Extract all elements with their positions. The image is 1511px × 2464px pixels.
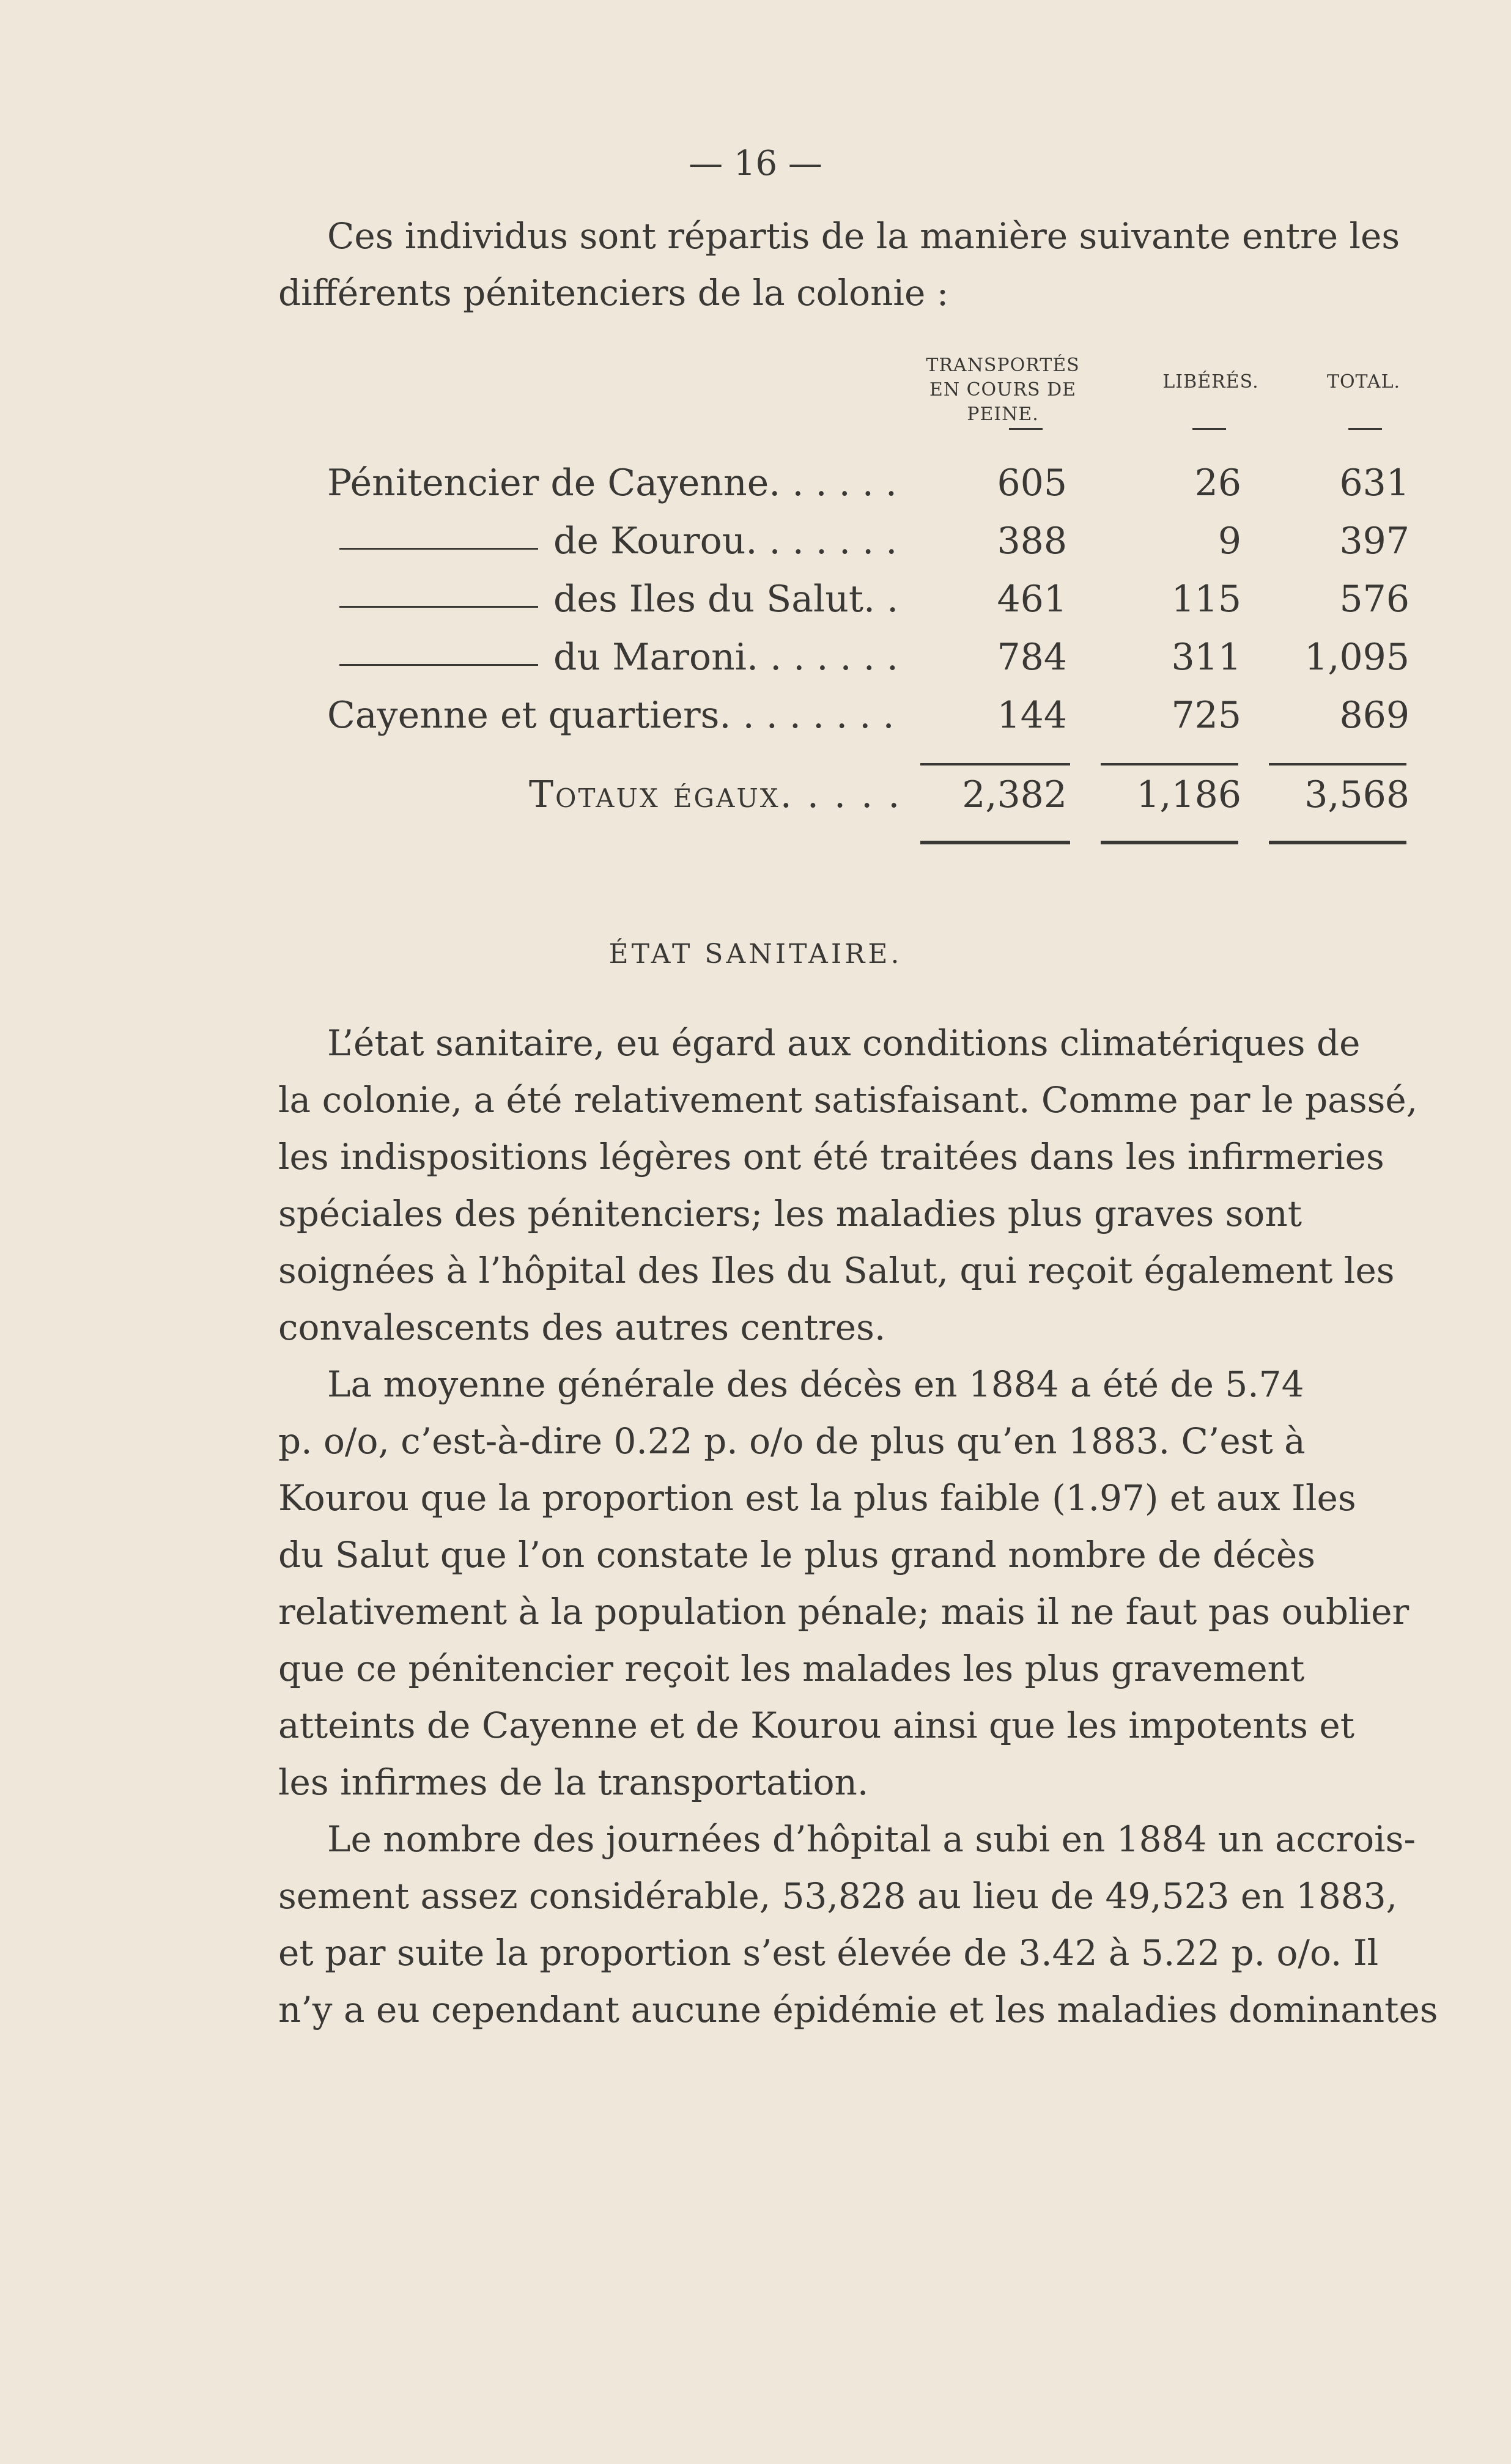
text-line: soignées à l’hôpital des Iles du Salut, qui reçoit également les — [278, 1250, 1395, 1291]
sum-line — [1269, 763, 1406, 765]
paragraph — [278, 1811, 1440, 2038]
row-sublabel: des Iles du Salut. . — [553, 578, 899, 621]
text-line: relativement à la population pénale; mais il ne faut pas oublier — [278, 1591, 1409, 1632]
text-line: p. o/o, c’est-à-dire 0.22 p. o/o de plus qu’en 1883. C’est à — [278, 1420, 1306, 1462]
text-line: Le nombre des journées d’hôpital a subi en 1884 un accrois- — [327, 1818, 1416, 1860]
totals-label: Totaux égaux. . . . . — [529, 773, 902, 816]
text-line: du Salut que l’on constate le plus grand nombre de décès — [278, 1534, 1315, 1576]
column-header-line: EN COURS DE PEINE. — [929, 379, 1077, 425]
column-header-line: TRANSPORTÉS — [926, 355, 1080, 376]
cell-total: 1,095 — [1304, 636, 1409, 679]
text-line: spéciales des pénitenciers; les maladies plus graves sont — [278, 1193, 1302, 1234]
text-line: atteints de Cayenne et de Kourou ainsi que les impotents et — [278, 1705, 1355, 1746]
cell-liberes: 9 — [1217, 520, 1241, 563]
row-sublabel: de Kourou. . . . . . . — [553, 520, 898, 563]
text-line: Kourou que la proportion est la plus faible (1.97) et aux Iles — [278, 1477, 1356, 1519]
cell-total: 631 — [1339, 462, 1409, 504]
text-line: La moyenne générale des décès en 1884 a été de 5.74 — [327, 1363, 1304, 1405]
row-sublabel: du Maroni. . . . . . . — [553, 636, 898, 679]
total-transportes: 2,382 — [962, 773, 1067, 816]
column-header-transportes — [902, 353, 1104, 427]
paragraph — [278, 1356, 1440, 1811]
text-line: et par suite la proportion s’est élevée de 3.42 à 5.22 p. o/o. Il — [278, 1932, 1379, 1974]
text-line: n’y a eu cependant aucune épidémie et les maladies dominantes — [278, 1989, 1438, 2031]
table-totals-row — [0, 773, 1511, 828]
cell-transportes: 144 — [997, 694, 1067, 737]
sum-line — [920, 763, 1070, 765]
text-line: L’état sanitaire, eu égard aux conditions climatériques de — [327, 1022, 1361, 1064]
header-dash — [1348, 428, 1382, 430]
page-number: — 16 — — [689, 144, 822, 183]
intro-paragraph — [278, 208, 1440, 322]
cell-transportes: 388 — [997, 520, 1067, 563]
cell-total: 869 — [1339, 694, 1409, 737]
text-line: sement assez considérable, 53,828 au lieu de 49,523 en 1883, — [278, 1875, 1398, 1917]
text-line: les indispositions légères ont été traitées dans les infirmeries — [278, 1136, 1384, 1178]
double-underline — [1269, 841, 1406, 844]
row-label: Cayenne et quartiers. . . . . . . . — [327, 694, 895, 737]
ditto-rule — [339, 606, 538, 608]
double-underline — [1101, 841, 1238, 844]
header-dash — [1192, 428, 1226, 430]
cell-total: 576 — [1339, 578, 1409, 621]
cell-total: 397 — [1339, 520, 1409, 563]
column-header-liberes: LIBÉRÉS. — [1162, 371, 1259, 393]
text-line: les infirmes de la transportation. — [278, 1761, 869, 1803]
total-liberes: 1,186 — [1136, 773, 1241, 816]
paragraph — [278, 1015, 1440, 1356]
sum-line — [1101, 763, 1238, 765]
table-row — [0, 694, 1511, 749]
cell-liberes: 725 — [1171, 694, 1241, 737]
ditto-rule — [339, 664, 538, 666]
cell-liberes: 26 — [1194, 462, 1241, 504]
table-row — [0, 462, 1511, 517]
header-dash — [1009, 428, 1043, 430]
text-line: que ce pénitencier reçoit les malades les plus gravement — [278, 1648, 1305, 1689]
cell-transportes: 461 — [997, 578, 1067, 621]
cell-transportes: 784 — [997, 636, 1067, 679]
row-label: Pénitencier de Cayenne. . . . . . — [327, 462, 897, 504]
total-total: 3,568 — [1304, 773, 1409, 816]
cell-liberes: 311 — [1171, 636, 1241, 679]
text-line: convalescents des autres centres. — [278, 1307, 886, 1348]
section-title: ÉTAT SANITAIRE. — [608, 939, 903, 970]
cell-transportes: 605 — [997, 462, 1067, 504]
table-row — [0, 578, 1511, 633]
table-row — [0, 520, 1511, 575]
double-underline — [920, 841, 1070, 844]
column-header-total: TOTAL. — [1326, 371, 1401, 393]
text-line: Ces individus sont répartis de la manière suivante entre les — [327, 215, 1400, 257]
table-row — [0, 636, 1511, 691]
ditto-rule — [339, 548, 538, 550]
text-line: la colonie, a été relativement satisfaisant. Comme par le passé, — [278, 1079, 1418, 1121]
cell-liberes: 115 — [1171, 578, 1241, 621]
text-line: différents pénitenciers de la colonie : — [278, 272, 949, 314]
